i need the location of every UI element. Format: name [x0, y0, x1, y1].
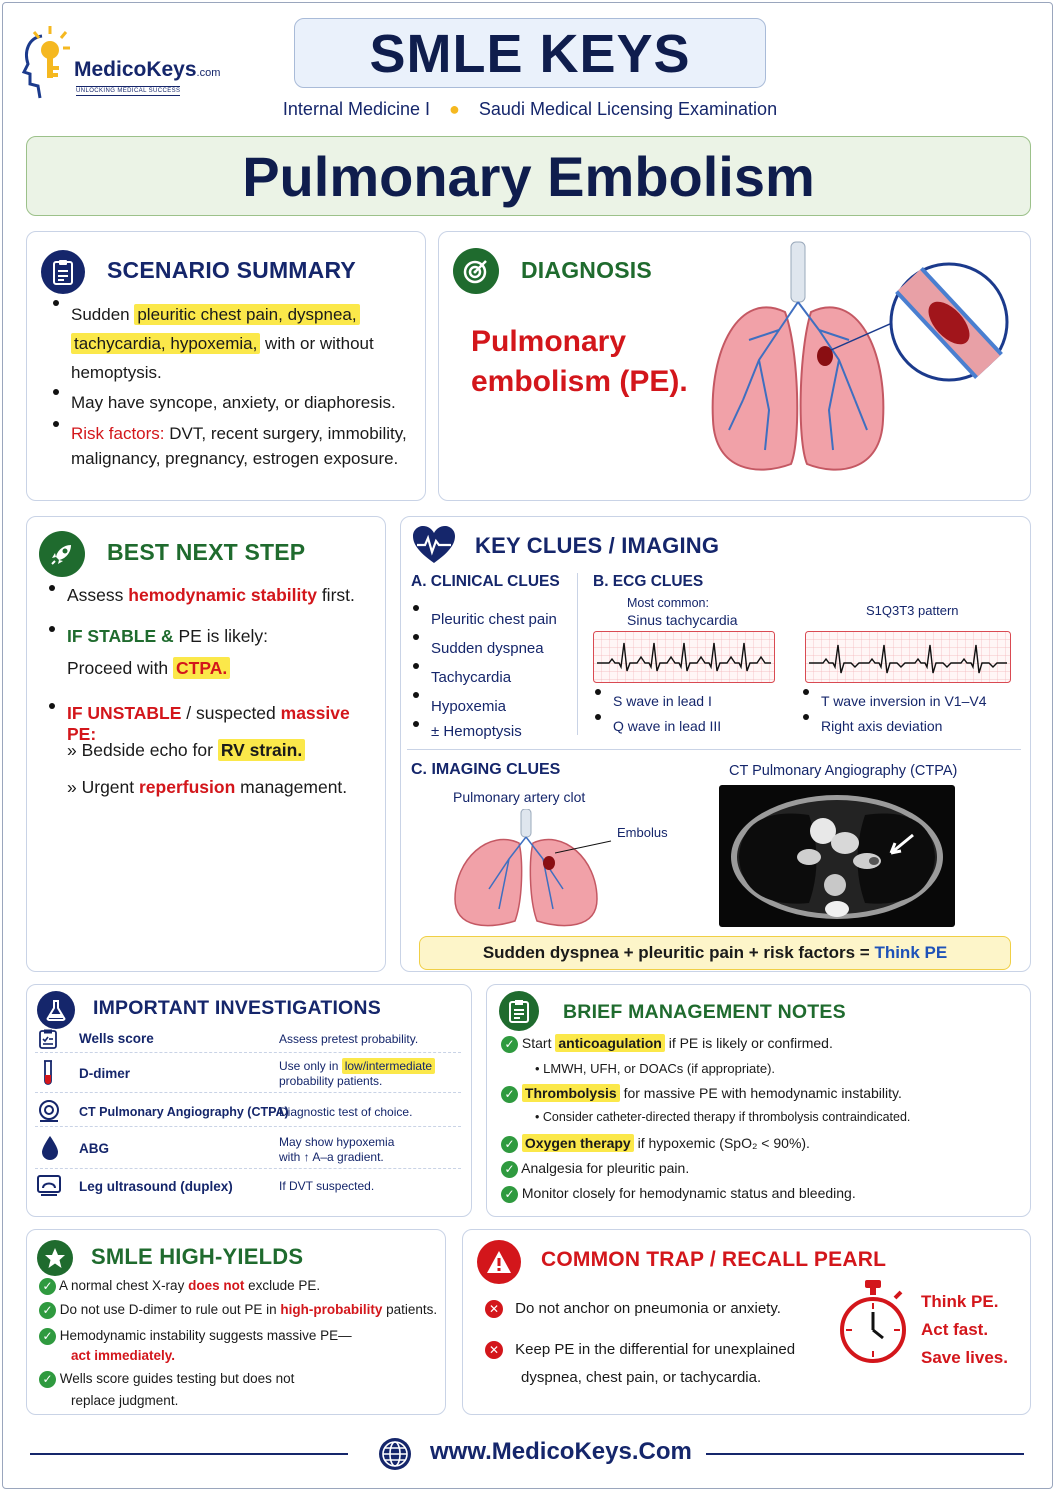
h1-pre: A normal chest X-ray: [59, 1278, 189, 1293]
next-step-title: BEST NEXT STEP: [107, 539, 306, 565]
trap-title: COMMON TRAP / RECALL PEARL: [541, 1248, 887, 1271]
scenario-card: [26, 231, 426, 501]
m1-pre: Start: [521, 1035, 556, 1051]
ecg2-item: T wave inversion in V1–V4: [799, 689, 987, 714]
h2-post: patients.: [382, 1302, 438, 1317]
investigation-desc: [279, 1135, 394, 1165]
ecg2-list: [799, 689, 987, 739]
header-title: SMLE KEYS: [369, 24, 691, 84]
footer-url[interactable]: www.MedicoKeys.Com: [430, 1438, 692, 1465]
investigation-desc: If DVT suspected.: [279, 1179, 375, 1193]
step-assess: [45, 585, 380, 606]
think-pe-formula: [419, 936, 1011, 970]
brand-name: MedicoKeys: [74, 58, 197, 81]
diagnosis-card: [438, 231, 1031, 501]
h4b: replace judgment.: [71, 1393, 179, 1408]
scenario-title: SCENARIO SUMMARY: [107, 257, 356, 283]
subtitle-left: Internal Medicine I: [282, 99, 430, 119]
header-subtitle: [230, 99, 830, 120]
h4a: Wells score guides testing but does not: [59, 1371, 295, 1386]
ecg-strip-tachycardia: [593, 631, 775, 683]
scenario-b1-hl1: pleuritic chest pain, dyspnea,: [134, 304, 359, 325]
management-subitem: • Consider catheter-directed therapy if thrombolysis contraindicated.: [535, 1110, 911, 1124]
s1-red: hemodynamic stability: [128, 585, 317, 605]
h3: Hemodynamic instability suggests massive PE—: [59, 1328, 352, 1343]
trap-card: [462, 1229, 1031, 1415]
ecg1-label1: Most common:: [627, 596, 709, 610]
diagnosis-line1: Pulmonary: [471, 325, 627, 358]
clinical-clue: ± Hemoptysis: [409, 721, 557, 743]
imaging-divider: [407, 749, 1021, 750]
lungs-clot-illustration: [449, 809, 619, 933]
t2a: Keep PE in the differential for unexplained: [515, 1341, 796, 1358]
step-stable: [45, 626, 380, 647]
test-tube-icon: [41, 1059, 55, 1087]
stopwatch-icon: [837, 1278, 909, 1366]
ecg1-label2: Sinus tachycardia: [627, 612, 738, 628]
s2-green: IF STABLE &: [67, 626, 174, 646]
clinical-clue: Pleuritic chest pain: [409, 605, 557, 634]
scenario-bullet: May have syncope, anxiety, or diaphoresis.: [49, 389, 419, 417]
globe-icon: [378, 1437, 412, 1471]
scenario-bullet: [49, 421, 419, 471]
warning-icon: [477, 1240, 521, 1284]
embolus-label: Embolus: [617, 825, 668, 840]
m5: Monitor closely for hemodynamic status and bleeding.: [521, 1185, 856, 1201]
scenario-b1-hl2: tachycardia, hypoxemia,: [71, 333, 260, 354]
management-item: ✓ Monitor closely for hemodynamic status and bleeding.: [501, 1185, 856, 1203]
embolus-pointer: [555, 837, 615, 857]
investigation-row: [35, 1097, 461, 1127]
flask-icon: [37, 991, 75, 1029]
key-clues-card: [400, 516, 1031, 972]
abg-desc-2: with ↑ A–a gradient.: [279, 1150, 384, 1164]
h3-red: act immediately.: [71, 1348, 176, 1363]
star-icon: [37, 1240, 73, 1276]
s3a-hl: RV strain.: [218, 739, 305, 761]
clinical-clue: Tachycardia: [409, 663, 557, 692]
investigation-row: [35, 1173, 461, 1201]
diagnosis-line2: embolism (PE).: [471, 365, 688, 398]
pearl-line3: Save lives.: [921, 1348, 1008, 1367]
m2-hl: Thrombolysis: [522, 1084, 620, 1102]
blood-drop-icon: [41, 1135, 59, 1161]
investigation-desc: Assess pretest probability.: [279, 1032, 419, 1046]
m2-sub: Consider catheter-directed therapy if thrombolysis contraindicated.: [542, 1110, 911, 1124]
t2b: dyspnea, chest pain, or tachycardia.: [521, 1369, 762, 1386]
ecg1-item: S wave in lead I: [591, 689, 721, 714]
high-yield-item: ✓ Wells score guides testing but does not replace judgment.: [39, 1368, 294, 1412]
subtitle-right: Saudi Medical Licensing Examination: [478, 99, 778, 119]
management-item: ✓ Thrombolysis for massive PE with hemodynamic instability.: [501, 1085, 902, 1103]
m3-post: if hypoxemic (SpO₂ < 90%).: [633, 1135, 810, 1151]
investigation-row: [35, 1027, 461, 1053]
clipboard-icon: [41, 250, 85, 294]
ddimer-desc-hl: low/intermediate: [342, 1058, 435, 1074]
management-item: ✓ Oxygen therapy if hypoxemic (SpO₂ < 90%).: [501, 1135, 810, 1153]
clot-label: Pulmonary artery clot: [453, 789, 586, 805]
clipboard-icon: [39, 1029, 57, 1049]
ct-label: CT Pulmonary Angiography (CTPA): [729, 763, 958, 779]
ddimer-desc-pre: Use only in: [279, 1059, 342, 1073]
clipboard-check-icon: [499, 991, 539, 1031]
ddimer-desc-post: probability patients.: [279, 1074, 383, 1088]
high-yields-card: [26, 1229, 446, 1415]
step-reperfusion: » Urgent reperfusion management.: [67, 777, 348, 797]
subtitle-dot: ●: [449, 99, 460, 119]
scenario-bullet: [49, 300, 419, 387]
step-stable-line2: [67, 658, 230, 679]
m1-hl: anticoagulation: [555, 1034, 664, 1052]
investigation-row: [35, 1055, 461, 1093]
investigations-card: [26, 984, 472, 1217]
ecg-strip-s1q3t3: [805, 631, 1011, 683]
ultrasound-icon: [37, 1175, 61, 1197]
s1-post: first.: [316, 585, 355, 605]
management-subitem: • LMWH, UFH, or DOACs (if appropriate).: [535, 1061, 776, 1076]
clinical-clue: Hypoxemia: [409, 692, 557, 721]
trap-item: ✕ Do not anchor on pneumonia or anxiety.: [485, 1300, 781, 1318]
s3-red: IF UNSTABLE: [67, 703, 182, 723]
management-item: ✓ Analgesia for pleuritic pain.: [501, 1160, 689, 1178]
investigations-title: IMPORTANT INVESTIGATIONS: [93, 997, 381, 1019]
s3-mid: / suspected: [181, 703, 281, 723]
s3b-red: reperfusion: [139, 777, 236, 797]
investigation-name: ABG: [79, 1141, 109, 1156]
scenario-b1-pre: Sudden: [71, 305, 135, 324]
investigation-desc: Diagnostic test of choice.: [279, 1105, 413, 1119]
clinical-clues-list: [409, 605, 557, 743]
clinical-clues-title: A. CLINICAL CLUES: [411, 573, 560, 590]
s2-line2-pre: Proceed with: [67, 658, 174, 678]
clues-divider: [577, 573, 578, 735]
h1-post: exclude PE.: [244, 1278, 321, 1293]
risk-factors-label: Risk factors:: [71, 424, 165, 443]
step-echo: » Bedside echo for RV strain.: [67, 740, 305, 761]
imaging-clues-title: C. IMAGING CLUES: [411, 761, 561, 778]
h1-red: does not: [188, 1278, 245, 1293]
m4: Analgesia for pleuritic pain.: [521, 1160, 690, 1176]
scenario-b1-post: with or without hemoptysis.: [71, 334, 374, 382]
topic-title: Pulmonary Embolism: [242, 145, 815, 208]
management-item: ✓ Start anticoagulation if PE is likely or confirmed.: [501, 1035, 833, 1053]
head-key-icon: [20, 18, 78, 100]
m1-sub: LMWH, UFH, or DOACs (if appropriate).: [543, 1061, 776, 1076]
pearl-line1: Think PE.: [921, 1292, 999, 1311]
ecg1-list: [591, 689, 721, 739]
m2-post: for massive PE with hemodynamic instability.: [619, 1085, 902, 1101]
trap-item: ✕ Keep PE in the differential for unexplained dyspnea, chest pain, or tachycardia.: [485, 1336, 795, 1392]
diagnosis-title: DIAGNOSIS: [521, 257, 652, 283]
investigation-name: CT Pulmonary Angiography (CTPA): [79, 1105, 289, 1119]
pearl-text: [921, 1288, 1008, 1372]
high-yield-item: ✓ Do not use D-dimer to rule out PE in high-probability patients.: [39, 1302, 437, 1319]
formula-text: Sudden dyspnea + pleuritic pain + risk factors =: [482, 943, 875, 962]
formula-hl: Think PE: [874, 943, 948, 962]
footer-line-right: [706, 1453, 1024, 1455]
investigation-name: Wells score: [79, 1031, 154, 1046]
m3-hl: Oxygen therapy: [522, 1134, 634, 1152]
target-icon: [453, 248, 499, 294]
s2-post: PE is likely:: [173, 626, 268, 646]
s2-hl: CTPA.: [173, 657, 230, 679]
s3-red2: massive PE:: [67, 703, 350, 744]
step-unstable: [45, 703, 380, 745]
key-clues-title: KEY CLUES / IMAGING: [475, 533, 720, 558]
topic-banner: [26, 136, 1031, 216]
heart-pulse-icon: [411, 525, 457, 565]
lungs-illustration: [699, 240, 1029, 490]
ecg1-item: Q wave in lead III: [591, 714, 721, 739]
investigation-row: [35, 1131, 461, 1169]
high-yield-item: ✓ Hemodynamic instability suggests massive PE— act immediately.: [39, 1326, 352, 1366]
m1-post: if PE is likely or confirmed.: [664, 1035, 833, 1051]
header-banner: [294, 18, 766, 88]
management-title: BRIEF MANAGEMENT NOTES: [563, 1001, 846, 1023]
high-yield-item: ✓ A normal chest X-ray does not exclude PE.: [39, 1278, 320, 1295]
risk-factors-text: DVT, recent surgery, immobility, malignancy, pregnancy, estrogen exposure.: [71, 424, 407, 468]
h2-red: high-probability: [280, 1302, 383, 1317]
high-yields-title: SMLE HIGH-YIELDS: [91, 1244, 304, 1269]
brand-tagline: UNLOCKING MEDICAL SUCCESS: [76, 88, 181, 94]
next-step-card: [26, 516, 386, 972]
footer-line-left: [30, 1453, 348, 1455]
ecg2-item: Right axis deviation: [799, 714, 987, 739]
t1: Do not anchor on pneumonia or anxiety.: [515, 1300, 781, 1317]
brand-suffix: .com: [196, 67, 221, 79]
s3a-pre: Bedside echo for: [81, 740, 218, 760]
investigation-desc: [279, 1059, 435, 1089]
ct-scan-image: [719, 785, 955, 927]
s3b-pre: Urgent: [81, 777, 139, 797]
ecg-clues-title: B. ECG CLUES: [593, 573, 704, 590]
ct-scanner-icon: [37, 1099, 61, 1123]
h2-pre: Do not use D-dimer to rule out PE in: [59, 1302, 281, 1317]
investigation-name: D-dimer: [79, 1066, 131, 1081]
ecg2-label: S1Q3T3 pattern: [866, 603, 959, 618]
brand-logo: [18, 14, 238, 104]
management-card: [486, 984, 1031, 1217]
investigation-name: Leg ultrasound (duplex): [79, 1179, 233, 1194]
rocket-icon: [39, 531, 85, 577]
s3b-post: management.: [235, 777, 348, 797]
clinical-clue: Sudden dyspnea: [409, 634, 557, 663]
pearl-line2: Act fast.: [921, 1320, 989, 1339]
abg-desc-1: May show hypoxemia: [279, 1135, 395, 1149]
s1-pre: Assess: [67, 585, 129, 605]
